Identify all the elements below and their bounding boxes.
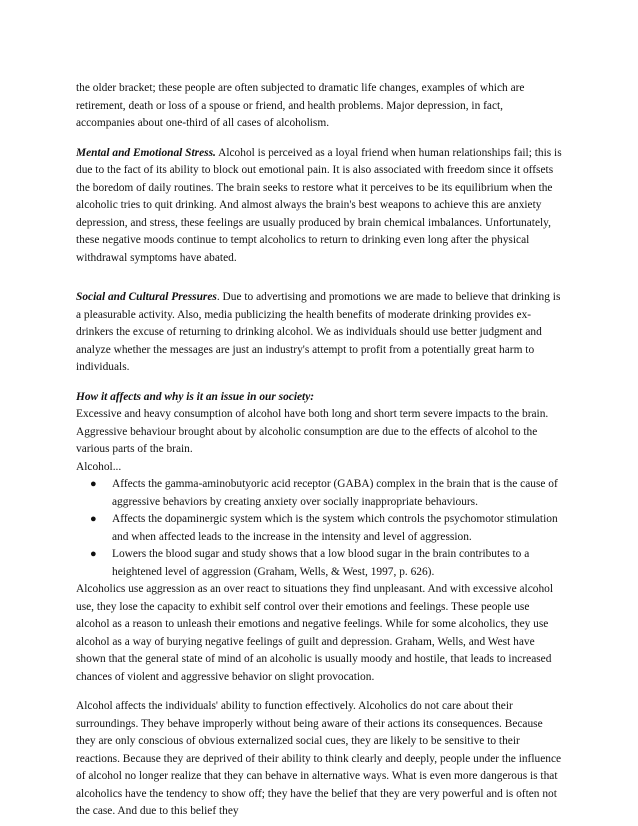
- heading-mental-emotional-stress: Mental and Emotional Stress.: [76, 146, 216, 159]
- paragraph-spacer: [76, 133, 564, 145]
- paragraph-aggression: Alcoholics use aggression as an over react to situations they find unpleasant. And with excessive alcohol use, they lose the capacity to exhibit self control over their emotions and feelings. These people use alcohol as a reason to unleash their emotions and negative feelings. While for some alcoholics, they use alcohol as a way of burying negative feelings of guilt and depression. Graham, Wells, and West have shown that the general state of mind of an alcoholic is usually moody and hostile, that leads to increased chances of violent and aggressive behavior on slight provocation.: [76, 583, 554, 683]
- list-item: [76, 546, 564, 581]
- bullet-icon: ●: [90, 513, 97, 525]
- list-item-text: Lowers the blood sugar and study shows that a low blood sugar in the brain contributes to a heightened level of aggression (Graham, Wells, & West, 1997, p. 626).: [112, 548, 530, 578]
- paragraph-spacer: [76, 686, 564, 698]
- document-body: [76, 80, 564, 821]
- paragraph-social-cultural-pressures: [76, 289, 564, 377]
- text-mental-emotional-stress: Alcohol is perceived as a loyal friend when human relationships fail; this is due to the fact of its ability to block out emotional pain. It is also associated with freedom since it offsets the boredom of daily routines. The brain seeks to restore what it perceives to be its equilibrium when the alcoholic tries to quit drinking. And almost always the brain's best weapons to achieve this are anxiety depression, and stress, these feelings are usually produced by brain chemical imbalances. Unfortunately, these negative moods continue to tempt alcoholics to return to drinking even long after the physical withdrawal symptoms have abated.: [76, 146, 562, 264]
- list-item: [76, 511, 564, 546]
- paragraph-impacts: Excessive and heavy consumption of alcohol have both long and short term severe impacts to the brain. Aggressive behaviour brought about by alcoholic consumption are due to the effects of alcohol to the various parts of the brain.: [76, 408, 549, 455]
- heading-social-cultural-pressures: Social and Cultural Pressures: [76, 291, 217, 303]
- list-item-text: Affects the gamma-aminobutyoric acid receptor (GABA) complex in the brain that is the cause of aggressive behaviors by creating anxiety over socially inappropriate behaviours.: [112, 478, 558, 508]
- effects-list: [76, 476, 564, 581]
- section-heading-impact: How it affects and why is it an issue in our society:: [76, 390, 315, 403]
- paragraph-spacer: [76, 267, 564, 289]
- paragraph-alcohol-lead: Alcohol...: [76, 460, 122, 473]
- list-item: [76, 476, 564, 511]
- paragraph-spacer: [76, 377, 564, 389]
- bullet-icon: ●: [90, 548, 97, 560]
- paragraph-older-bracket: the older bracket; these people are often subjected to dramatic life changes, examples of which are retirement, death or loss of a spouse or friend, and health problems. Major depression, in fact, accompanies about one-third of all cases of alcoholism.: [76, 82, 525, 129]
- paragraph-function: Alcohol affects the individuals' ability to function effectively. Alcoholics do not care about their surroundings. They behave improperly without being aware of their actions its consequences. Because they are only conscious of obvious externalized social cues, they are likely to be sensitive to their reactions. Because they are deprived of their ability to think clearly and deeply, people under the influence of alcohol no longer realize that they can behave in alternative ways. What is even more dangerous is that alcoholics have the tendency to show off; they have the belief that they are very powerful and is often not the case. And due to this belief they: [76, 700, 562, 817]
- bullet-icon: ●: [90, 478, 97, 490]
- paragraph-mental-emotional-stress: [76, 145, 564, 268]
- text-social-cultural-pressures: . Due to advertising and promotions we are made to believe that drinking is a pleasurable activity. Also, media publicizing the health benefits of moderate drinking provides ex-drinkers the excuse of returning to drinking alcohol. We as individuals should use better judgment and analyze whether the messages are just an industry's attempt to profit from a potentially great harm to individuals.: [76, 291, 561, 373]
- list-item-text: Affects the dopaminergic system which is the system which controls the psychomotor stimulation and when affected leads to the increase in the intensity and level of aggression.: [112, 513, 558, 543]
